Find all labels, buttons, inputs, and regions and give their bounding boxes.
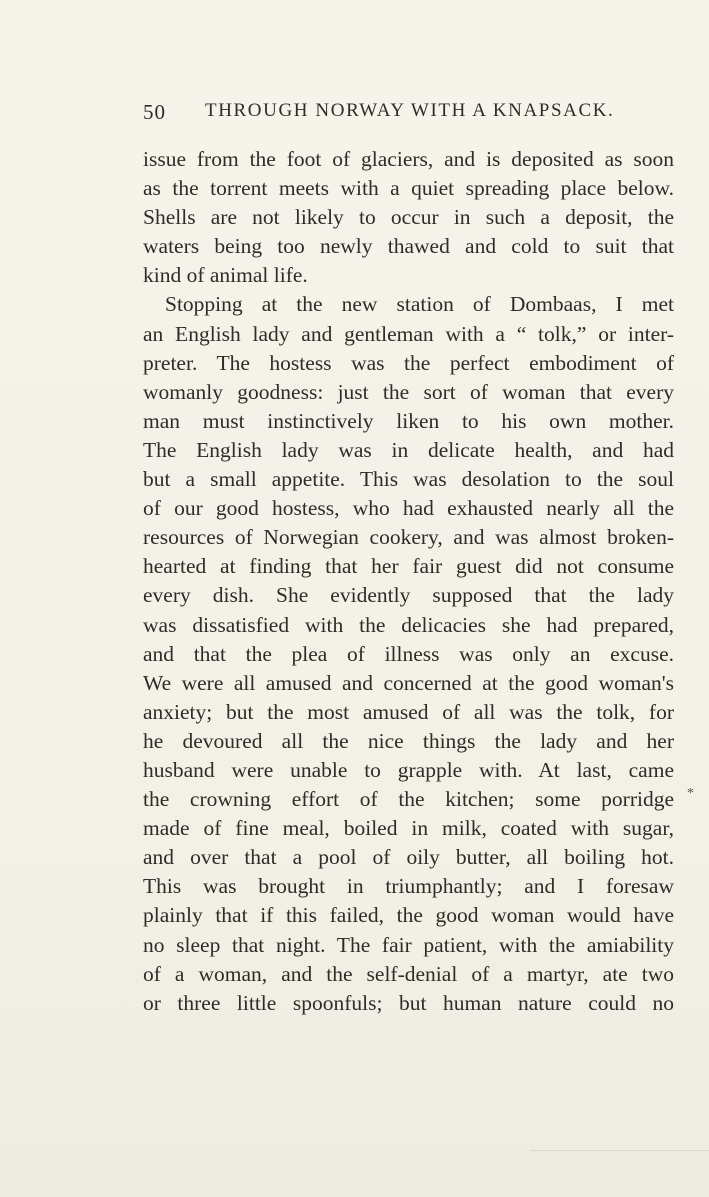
text-line: kind of animal life. bbox=[143, 263, 308, 288]
text-line: plainly that if this failed, the good woman would have bbox=[143, 903, 674, 928]
text-line: he devoured all the nice things the lady and her bbox=[143, 728, 674, 753]
page-fold-line bbox=[530, 1150, 709, 1151]
text-line: as the torrent meets with a quiet spreading place below. bbox=[143, 176, 674, 201]
text-line: every dish. She evidently supposed that the lady bbox=[143, 583, 674, 608]
margin-mark: * bbox=[687, 786, 694, 801]
text-line: the crowning effort of the kitchen; some porridge bbox=[143, 787, 674, 812]
text-line: issue from the foot of glaciers, and is deposited as soon bbox=[143, 147, 674, 171]
text-line: hearted at finding that her fair guest did not consume bbox=[143, 554, 674, 579]
text-line: and that the plea of illness was only an excuse. bbox=[143, 641, 674, 666]
text-line: no sleep that night. The fair patient, with the amiability bbox=[143, 932, 674, 957]
text-line: Stopping at the new station of Dombaas, I met bbox=[165, 292, 674, 317]
text-line: womanly goodness: just the sort of woman that every bbox=[143, 379, 674, 404]
text-line: man must instinctively liken to his own mother. bbox=[143, 408, 674, 433]
page-header bbox=[143, 100, 674, 130]
text-line: anxiety; but the most amused of all was the tolk, for bbox=[143, 699, 674, 724]
text-line: of our good hostess, who had exhausted nearly all the bbox=[143, 496, 674, 521]
text-line: waters being too newly thawed and cold to suit that bbox=[143, 234, 674, 259]
text-line: and over that a pool of oily butter, all boiling hot. bbox=[143, 845, 674, 870]
text-line: was dissatisfied with the delicacies she had prepared, bbox=[143, 612, 674, 637]
text-line: husband were unable to grapple with. At last, came bbox=[143, 757, 674, 782]
text-line: an English lady and gentleman with a “ tolk,” or inter- bbox=[143, 321, 674, 346]
body-text bbox=[143, 145, 674, 1018]
text-line: We were all amused and concerned at the good woman's bbox=[143, 670, 674, 695]
text-line: of a woman, and the self-denial of a martyr, ate two bbox=[143, 961, 674, 986]
page-number: 50 bbox=[143, 100, 166, 124]
text-line: The English lady was in delicate health, and had bbox=[143, 437, 674, 462]
text-line: but a small appetite. This was desolation to the soul bbox=[143, 467, 674, 492]
text-line: Shells are not likely to occur in such a deposit, the bbox=[143, 205, 674, 230]
running-title: THROUGH NORWAY WITH A KNAPSACK. bbox=[205, 100, 615, 121]
text-line: resources of Norwegian cookery, and was almost broken- bbox=[143, 525, 674, 550]
text-line: or three little spoonfuls; but human nature could no bbox=[143, 990, 674, 1015]
text-line: made of fine meal, boiled in milk, coated with sugar, bbox=[143, 816, 674, 841]
text-line: This was brought in triumphantly; and I foresaw bbox=[143, 874, 674, 899]
text-line: preter. The hostess was the perfect embodiment of bbox=[143, 350, 674, 375]
